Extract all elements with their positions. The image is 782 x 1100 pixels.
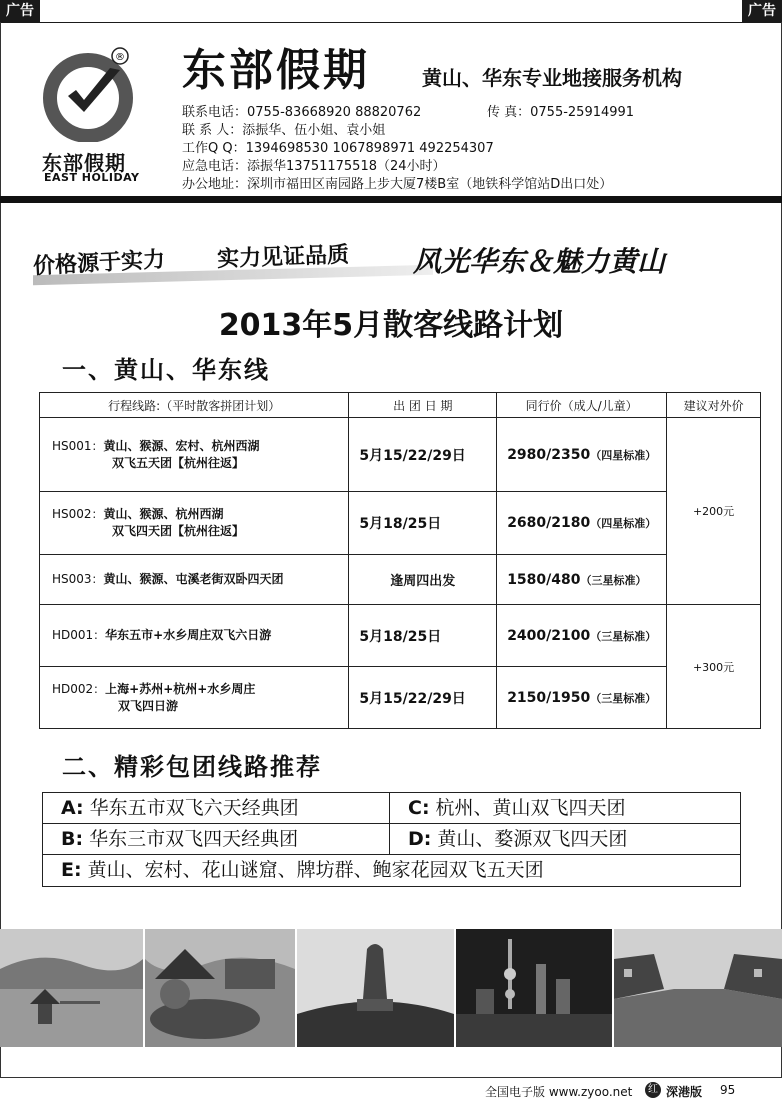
route-code: HS002： <box>52 507 104 521</box>
package-e <box>43 855 740 886</box>
price-value: 2400/2100 <box>507 627 591 644</box>
date-cell: 逢周四出发 <box>349 555 497 605</box>
logo-name: 东部假期 <box>42 151 126 175</box>
section-title-2: 二、精彩包团线路推荐 <box>62 752 322 781</box>
column-header: 同行价（成人/儿童） <box>497 393 667 418</box>
table-row <box>40 667 761 729</box>
section-title-1: 一、黄山、华东线 <box>62 355 270 384</box>
hotel-standard: （三星标准） <box>590 629 657 643</box>
column-header: 行程线路:（平时散客拼团计划） <box>40 393 349 418</box>
package-d <box>389 824 740 854</box>
garden-photo <box>145 929 295 1047</box>
package-name: 杭州、黄山双飞四天团 <box>435 797 626 819</box>
route-detail: 双飞五天团【杭州往返】 <box>112 455 245 470</box>
buddha-statue-photo <box>297 929 454 1047</box>
frame-top-border <box>0 22 782 23</box>
table-row <box>40 555 761 605</box>
registered-mark: ® <box>115 52 125 63</box>
hotel-standard: （三星标准） <box>580 573 647 587</box>
frame-left-border <box>0 22 1 1077</box>
route-cell <box>40 555 349 605</box>
table-row <box>40 418 761 492</box>
price-cell <box>497 555 667 605</box>
package-c <box>389 793 740 823</box>
column-header: 建议对外价 <box>667 393 761 418</box>
table-header-row <box>40 393 761 418</box>
table-row <box>40 492 761 555</box>
package-a <box>43 793 389 823</box>
suggested-price-cell: +200元 <box>667 418 761 605</box>
route-name: 黄山、猴源、杭州西湖 <box>103 507 224 521</box>
date-cell: 5月18/25日 <box>349 492 497 555</box>
package-key: D: <box>408 828 432 850</box>
shanghai-skyline-photo <box>456 929 612 1047</box>
route-detail: 双飞四日游 <box>118 698 179 713</box>
route-name: 华东五市+水乡周庄双飞六日游 <box>105 628 272 642</box>
table-row <box>40 605 761 667</box>
logo-english-name: EAST HOLIDAY <box>44 171 140 184</box>
package-b <box>43 824 389 854</box>
route-code: HS001： <box>52 438 104 453</box>
date-cell: 5月18/25日 <box>349 605 497 667</box>
banner-text-3: 风光华东＆魅力黄山 <box>413 245 666 278</box>
route-cell <box>40 418 349 492</box>
lake-pagoda-photo <box>0 929 143 1047</box>
contact-qq: 工作Q Q：1394698530 1067898971 492254307 <box>182 141 494 156</box>
date-cell: 5月15/22/29日 <box>349 667 497 729</box>
price-cell <box>497 667 667 729</box>
route-code: HS003： <box>52 572 104 586</box>
route-cell <box>40 492 349 555</box>
footer-edition: 深港版 <box>666 1085 703 1099</box>
package-row <box>43 793 740 824</box>
header-divider <box>0 196 782 203</box>
route-code: HD001： <box>52 628 106 642</box>
contact-address: 办公地址：深圳市福田区南园路上步大厦7楼B室（地铁科学馆站D出口处） <box>182 177 613 192</box>
package-key: E: <box>61 859 82 881</box>
package-box <box>42 792 741 887</box>
banner-text-2: 实力见证品质 <box>216 242 350 273</box>
route-name: 黄山、猴源、屯溪老街双卧四天团 <box>103 572 284 586</box>
contact-emergency: 应急电话：添振华13751175518（24小时） <box>182 159 446 174</box>
page-number: 95 <box>720 1083 736 1097</box>
package-key: A: <box>61 797 84 819</box>
route-name: 黄山、猴源、宏村、杭州西湖 <box>103 438 260 453</box>
routes-table <box>39 392 761 729</box>
date-cell: 5月15/22/29日 <box>349 418 497 492</box>
package-key: C: <box>408 797 430 819</box>
package-name: 华东五市双飞六天经典团 <box>89 797 299 819</box>
suggested-price-cell: +300元 <box>667 605 761 729</box>
package-row <box>43 824 740 855</box>
route-cell <box>40 667 349 729</box>
ad-label-left: 广告 <box>0 0 40 22</box>
price-value: 2680/2180 <box>507 515 591 531</box>
price-cell <box>497 605 667 667</box>
package-name: 黄山、婺源双飞四天团 <box>437 828 628 850</box>
price-value: 2150/1950 <box>507 689 591 706</box>
contact-fax: 传 真：0755-25914991 <box>487 105 635 120</box>
page-footer <box>0 1077 782 1100</box>
route-detail: 双飞四天团【杭州往返】 <box>112 524 245 538</box>
hotel-standard: （四星标准） <box>590 517 657 530</box>
package-name: 华东三市双飞四天经典团 <box>89 828 299 850</box>
water-town-photo <box>614 929 782 1047</box>
price-value: 1580/480 <box>507 571 581 588</box>
company-logo-icon <box>40 42 140 142</box>
contact-phone: 联系电话：0755-83668920 88820762 <box>182 105 422 120</box>
column-header: 出 团 日 期 <box>349 393 497 418</box>
slogan-banner <box>33 236 753 292</box>
page-title: 2013年5月散客线路计划 <box>218 308 564 343</box>
photo-strip <box>0 929 782 1047</box>
route-cell <box>40 605 349 667</box>
company-slogan: 黄山、华东专业地接服务机构 <box>422 66 682 90</box>
hotel-standard: （四星标准） <box>590 448 657 462</box>
hotel-standard: （三星标准） <box>590 691 657 705</box>
route-name: 上海+苏州+杭州+水乡周庄 <box>105 681 256 696</box>
banner-text-1: 价格源于实力 <box>32 247 166 280</box>
price-cell <box>497 492 667 555</box>
package-name: 黄山、宏村、花山谜窟、牌坊群、鲍家花园双飞五天团 <box>87 859 544 881</box>
route-code: HD002： <box>52 681 106 696</box>
footer-site: 全国电子版 www.zyoo.net <box>485 1085 633 1099</box>
price-cell <box>497 418 667 492</box>
package-key: B: <box>61 828 84 850</box>
package-row <box>43 855 740 886</box>
company-name: 东部假期 <box>182 45 370 96</box>
ad-label-right: 广告 <box>742 0 782 22</box>
edition-badge-icon: 红 <box>645 1082 661 1098</box>
contact-person: 联 系 人：添振华、伍小姐、袁小姐 <box>182 123 386 138</box>
price-value: 2980/2350 <box>507 446 591 463</box>
contact-block <box>182 104 635 194</box>
